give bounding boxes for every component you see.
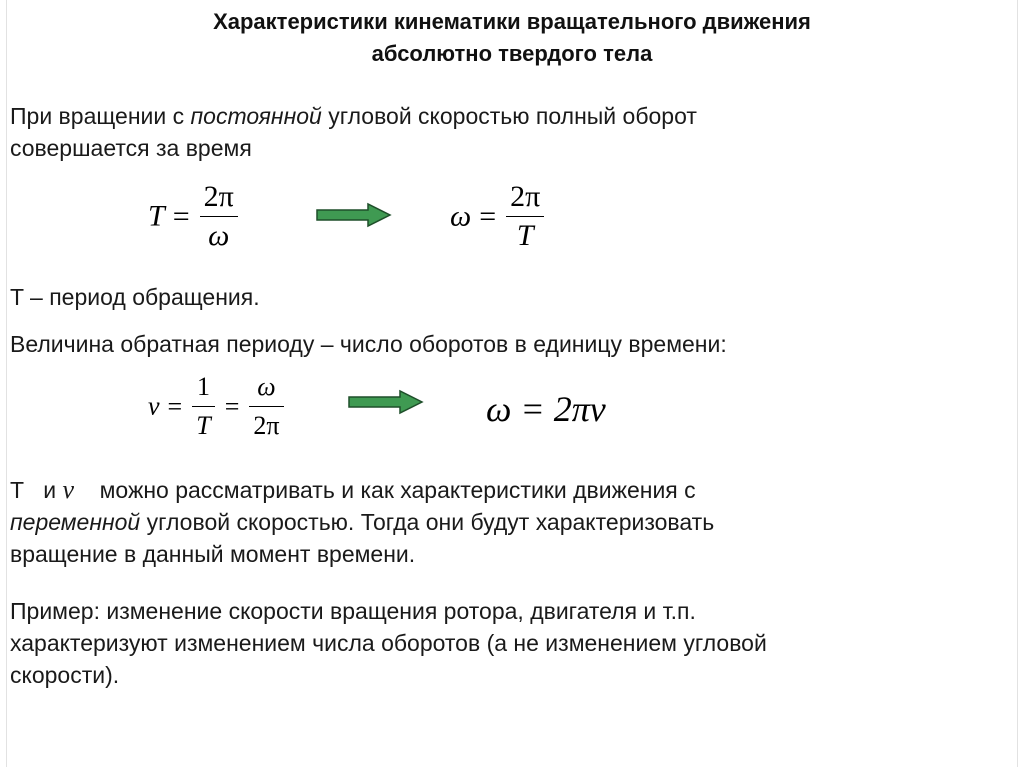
p4-rest2: угловой скоростью. Тогда они будут характеризовать	[140, 509, 715, 535]
arrow-right-icon	[316, 202, 392, 228]
p5-line-1: Пример: изменение скорости вращения ротора, двигателя и т.п.	[10, 598, 696, 624]
formula-angular-speed	[450, 178, 546, 255]
formula3-fraction-2	[249, 368, 283, 445]
formula2-lhs: ω	[450, 199, 472, 233]
formula1-fraction	[200, 178, 238, 255]
formula2-num: 2π	[510, 180, 541, 213]
paragraph-example	[10, 595, 1010, 691]
arrow-right-icon	[348, 389, 424, 415]
p5-line-3: скорости).	[10, 662, 120, 688]
formula1-den: ω	[208, 219, 230, 252]
p5-line-2: характеризуют изменением числа оборотов (а не изменением угловой	[10, 630, 767, 656]
p4-italic: переменной	[10, 509, 141, 535]
formula-period	[148, 178, 240, 255]
paragraph-variable-speed	[10, 474, 1010, 570]
formula3-eq: =	[167, 391, 183, 421]
p4-nu: ν	[62, 475, 75, 504]
p4-rest1: можно рассматривать и как характеристики движения с	[99, 477, 696, 503]
paragraph-constant-speed	[10, 100, 1010, 164]
formula3-lhs: ν	[148, 391, 160, 421]
p1-after: угловой скоростью полный оборот	[321, 103, 697, 129]
formula1-num: 2π	[203, 180, 234, 213]
p4-and: и	[43, 477, 57, 503]
title-line-2: абсолютно твердого тела	[371, 41, 653, 66]
formula3-den1: T	[196, 411, 211, 440]
formula2-fraction	[506, 178, 544, 255]
p1-line-2: совершается за время	[10, 135, 252, 161]
formula3-num1: 1	[196, 372, 210, 401]
p1-before: При вращении с	[10, 103, 191, 129]
p4-line-3: вращение в данный момент времени.	[10, 541, 416, 567]
slide-title	[0, 6, 1024, 70]
formula2-eq: =	[479, 199, 497, 233]
formula2-den: T	[516, 219, 534, 252]
p1-italic: постоянной	[190, 103, 322, 129]
formula3-num2: ω	[257, 372, 276, 401]
paragraph-frequency: Величина обратная периоду – число оборотов в единицу времени:	[10, 331, 727, 357]
formula1-lhs: T	[148, 199, 165, 233]
formula3-fraction-1	[192, 368, 214, 445]
formula1-eq: =	[172, 199, 190, 233]
title-line-1: Характеристики кинематики вращательного движения	[213, 9, 811, 34]
formula3-den2: 2π	[253, 411, 280, 440]
formula3-eq2: =	[224, 391, 240, 421]
formula-frequency	[148, 368, 286, 445]
paragraph-period: T – период обращения.	[10, 284, 260, 310]
p4-t: T	[10, 477, 25, 503]
formula-omega-nu: ω = 2πν	[486, 389, 606, 429]
